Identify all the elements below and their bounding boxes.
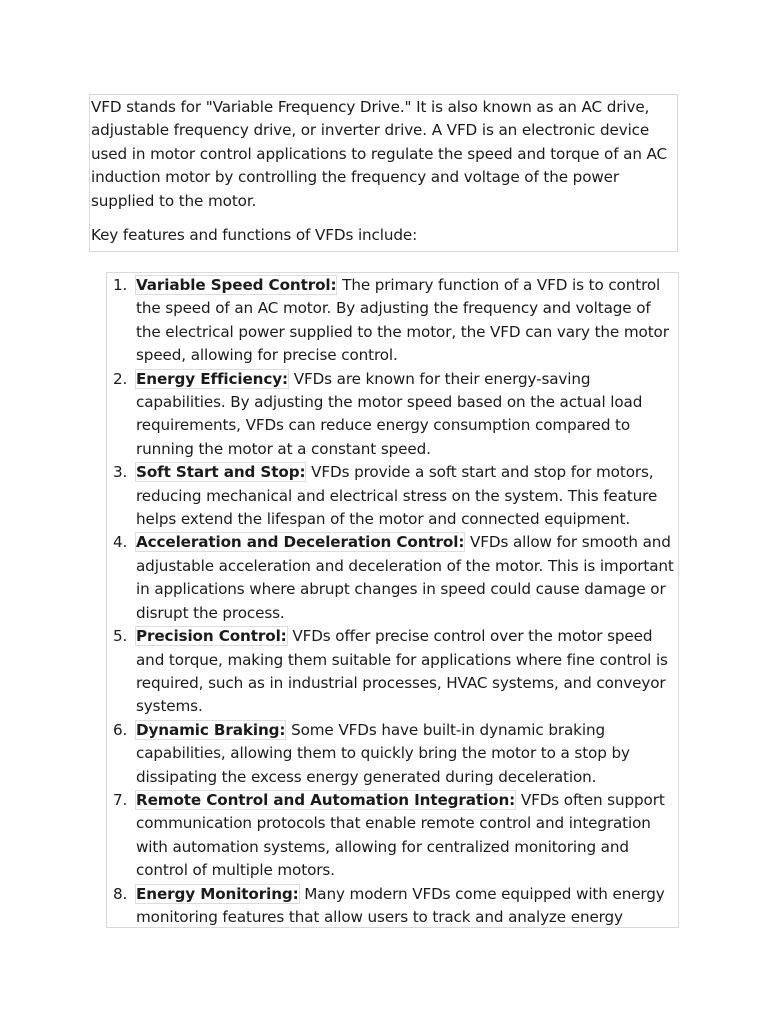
feature-term: Soft Start and Stop: bbox=[136, 463, 306, 482]
intro-text-block bbox=[89, 94, 678, 252]
feature-description: Some VFDs have built-in dynamic braking capabilities, allowing them to quickly bring the motor to a stop by dissipating the excess energy generated during deceleration. bbox=[136, 720, 630, 786]
feature-term: Precision Control: bbox=[136, 627, 287, 646]
feature-term: Dynamic Braking: bbox=[136, 720, 286, 739]
list-item bbox=[107, 531, 678, 625]
feature-term: Acceleration and Deceleration Control: bbox=[136, 533, 465, 552]
feature-description: The primary function of a VFD is to control the speed of an AC motor. By adjusting the frequency and voltage of the electrical power supplied to the motor, the VFD can vary the motor speed, allowing for precise control. bbox=[136, 276, 669, 365]
feature-description: Many modern VFDs come equipped with energy monitoring features that allow users to track and analyze energy bbox=[136, 884, 665, 926]
list-item bbox=[107, 274, 678, 368]
list-item-number: 1. bbox=[113, 276, 128, 294]
feature-description: VFDs offer precise control over the motor speed and torque, making them suitable for applications where fine control is required, such as in industrial processes, HVAC systems, and conveyor systems. bbox=[136, 627, 668, 716]
feature-description: VFDs often support communication protocols that enable remote control and integration with automation systems, allowing for centralized monitoring and control of multiple motors. bbox=[136, 790, 665, 880]
intro-paragraph: VFD stands for "Variable Frequency Drive." It is also known as an AC drive, adjustable frequency drive, or inverter drive. A VFD is an electronic device used in motor control applications to regulate the speed and torque of an AC induction motor by controlling the frequency and voltage of the power supplied to the motor. bbox=[91, 98, 668, 210]
list-item-number: 7. bbox=[113, 790, 128, 809]
feature-term: Energy Monitoring: bbox=[136, 884, 299, 903]
feature-description: VFDs provide a soft start and stop for motors, reducing mechanical and electrical stress on the system. This feature helps extend the lifespan of the motor and connected equipment. bbox=[136, 463, 658, 529]
features-list bbox=[107, 273, 678, 928]
list-item bbox=[107, 883, 678, 928]
feature-description: VFDs allow for smooth and adjustable acceleration and deceleration of the motor. This is important in applications where abrupt changes in speed could cause damage or disrupt the process. bbox=[136, 533, 674, 622]
feature-term: Variable Speed Control: bbox=[136, 276, 337, 294]
list-item-number: 6. bbox=[113, 720, 128, 739]
list-item-number: 4. bbox=[113, 533, 128, 552]
list-item bbox=[107, 368, 678, 462]
list-item-number: 8. bbox=[113, 884, 128, 903]
list-item bbox=[107, 719, 678, 789]
list-item-number: 3. bbox=[113, 463, 128, 482]
list-item-number: 2. bbox=[113, 369, 128, 388]
feature-description: VFDs are known for their energy-saving capabilities. By adjusting the motor speed based on the actual load requirements, VFDs can reduce energy consumption compared to running the motor at a constant speed. bbox=[136, 369, 643, 458]
list-item-number: 5. bbox=[113, 627, 128, 646]
list-item bbox=[107, 625, 678, 719]
feature-term: Energy Efficiency: bbox=[136, 369, 288, 388]
list-item bbox=[107, 789, 678, 883]
feature-term: Remote Control and Automation Integration: bbox=[136, 790, 516, 809]
list-item bbox=[107, 461, 678, 531]
key-features-heading: Key features and functions of VFDs include: bbox=[91, 225, 418, 244]
features-list-block bbox=[106, 272, 679, 928]
